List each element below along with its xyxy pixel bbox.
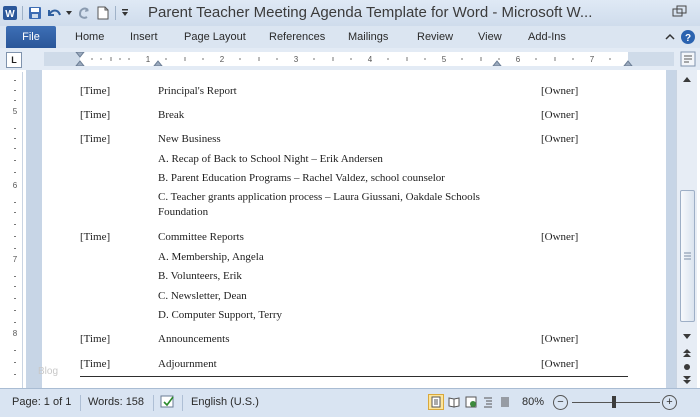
- agenda-subitem: A. Recap of Back to School Night – Erik Andersen: [158, 153, 383, 165]
- language-indicator[interactable]: English (U.S.): [191, 396, 259, 408]
- agenda-time: [Time]: [80, 333, 111, 345]
- tab-add-ins[interactable]: Add-Ins: [528, 31, 566, 43]
- agenda-time: [Time]: [80, 133, 111, 145]
- first-line-indent-marker: [76, 52, 84, 57]
- zoom-level[interactable]: 80%: [522, 396, 545, 408]
- word-count[interactable]: Words: 158: [88, 396, 145, 408]
- svg-text:7: 7: [589, 55, 595, 64]
- hanging-indent-marker: [76, 61, 84, 66]
- draft-view-icon[interactable]: [497, 394, 513, 410]
- right-indent-marker: [624, 61, 632, 66]
- agenda-subitem: D. Computer Support, Terry: [158, 309, 282, 321]
- svg-text:5: 5: [441, 55, 447, 64]
- quick-access-toolbar: [2, 3, 130, 23]
- scroll-thumb[interactable]: [680, 190, 695, 322]
- undo-icon[interactable]: [46, 5, 62, 21]
- tab-references[interactable]: References: [269, 31, 326, 43]
- redo-icon[interactable]: [76, 5, 92, 21]
- agenda-subitem: A. Membership, Angela: [158, 251, 264, 263]
- agenda-item: Adjournment: [158, 358, 217, 370]
- horizontal-ruler-row: [0, 48, 700, 70]
- horizontal-rule: [80, 376, 628, 377]
- svg-text:?: ?: [684, 33, 692, 44]
- page-count[interactable]: Page: 1 of 1: [12, 396, 72, 408]
- agenda-owner: [Owner]: [541, 85, 579, 97]
- agenda-owner: [Owner]: [541, 231, 579, 243]
- svg-text:8: 8: [12, 329, 18, 338]
- svg-text:2: 2: [219, 55, 225, 64]
- window-controls[interactable]: [660, 0, 700, 22]
- agenda-owner: [Owner]: [541, 133, 579, 145]
- toolbar-separator: [115, 6, 116, 20]
- restore-icon: [670, 4, 690, 18]
- next-page-icon[interactable]: [680, 374, 694, 386]
- proofing-icon[interactable]: [160, 394, 176, 413]
- ribbon-tabs: [0, 26, 700, 49]
- tab-file[interactable]: File: [6, 26, 56, 48]
- tab-insert[interactable]: Insert: [130, 31, 158, 43]
- zoom-slider[interactable]: [572, 402, 660, 403]
- tab-view[interactable]: View: [478, 31, 502, 43]
- agenda-subitem: B. Volunteers, Erik: [158, 270, 242, 282]
- svg-text:1: 1: [145, 55, 151, 64]
- save-icon[interactable]: [27, 5, 43, 21]
- full-screen-reading-icon[interactable]: [446, 394, 462, 410]
- agenda-subitem: C. Newsletter, Dean: [158, 290, 247, 302]
- title-bar: [0, 0, 700, 26]
- scroll-down-icon[interactable]: [680, 331, 694, 343]
- zoom-in-icon[interactable]: +: [662, 395, 677, 410]
- window-title: Parent Teacher Meeting Agenda Template for Word - Microsoft W...: [148, 4, 593, 21]
- svg-text:7: 7: [12, 255, 18, 264]
- ribbon-right-icons: [664, 29, 696, 48]
- agenda-time: [Time]: [80, 85, 111, 97]
- horizontal-ruler[interactable]: [44, 52, 674, 66]
- svg-text:6: 6: [12, 181, 18, 190]
- expand-ribbon-icon[interactable]: [664, 31, 676, 46]
- agenda-time: [Time]: [80, 358, 111, 370]
- vertical-scrollbar[interactable]: [676, 70, 697, 388]
- watermark-text: Blog: [38, 366, 59, 377]
- status-separator: [182, 395, 183, 411]
- agenda-subitem: B. Parent Education Programs – Rachel Valdez, school counselor: [158, 172, 445, 184]
- browse-object-icon[interactable]: [680, 361, 694, 373]
- svg-text:6: 6: [515, 55, 521, 64]
- svg-text:3: 3: [293, 55, 299, 64]
- agenda-owner: [Owner]: [541, 358, 579, 370]
- svg-text:4: 4: [367, 55, 373, 64]
- svg-text:W: W: [5, 9, 15, 20]
- vertical-ruler-ticks: [8, 72, 22, 388]
- agenda-time: [Time]: [80, 109, 111, 121]
- agenda-item: Principal's Report: [158, 85, 237, 97]
- agenda-item: Break: [158, 109, 185, 121]
- tab-page-layout[interactable]: Page Layout: [184, 31, 246, 43]
- new-document-icon[interactable]: [95, 5, 111, 21]
- status-bar: [0, 388, 700, 417]
- zoom-slider-thumb[interactable]: [612, 396, 616, 408]
- toolbar-separator: [22, 6, 23, 20]
- previous-page-icon[interactable]: [680, 347, 694, 359]
- agenda-owner: [Owner]: [541, 109, 579, 121]
- word-app-icon[interactable]: [2, 5, 18, 21]
- zoom-out-icon[interactable]: −: [553, 395, 568, 410]
- print-layout-view-icon[interactable]: [428, 394, 444, 410]
- tab-selector[interactable]: L: [6, 52, 22, 68]
- tab-home[interactable]: Home: [75, 31, 105, 43]
- tab-stop-marker: [154, 61, 162, 66]
- tab-stop-marker: [493, 61, 501, 66]
- agenda-owner: [Owner]: [541, 333, 579, 345]
- ruler-ticks: [44, 52, 674, 66]
- help-icon[interactable]: [680, 29, 696, 48]
- agenda-item: Announcements: [158, 333, 230, 345]
- customize-toolbar-icon[interactable]: [120, 5, 130, 21]
- outline-view-icon[interactable]: [480, 394, 496, 410]
- agenda-subitem-continued: Foundation: [158, 206, 209, 218]
- tab-review[interactable]: Review: [417, 31, 454, 43]
- vertical-ruler[interactable]: [8, 72, 23, 388]
- svg-text:5: 5: [12, 107, 18, 116]
- tab-mailings[interactable]: Mailings: [348, 31, 389, 43]
- view-ruler-icon[interactable]: [680, 51, 696, 67]
- agenda-subitem: C. Teacher grants application process – Laura Giussani, Oakdale Schools: [158, 191, 480, 203]
- agenda-time: [Time]: [80, 231, 111, 243]
- status-separator: [80, 395, 81, 411]
- status-separator: [153, 395, 154, 411]
- scroll-up-icon[interactable]: [680, 73, 694, 85]
- web-layout-view-icon[interactable]: [463, 394, 479, 410]
- agenda-item: Committee Reports: [158, 231, 244, 243]
- agenda-item: New Business: [158, 133, 221, 145]
- undo-dropdown-icon[interactable]: [65, 5, 73, 21]
